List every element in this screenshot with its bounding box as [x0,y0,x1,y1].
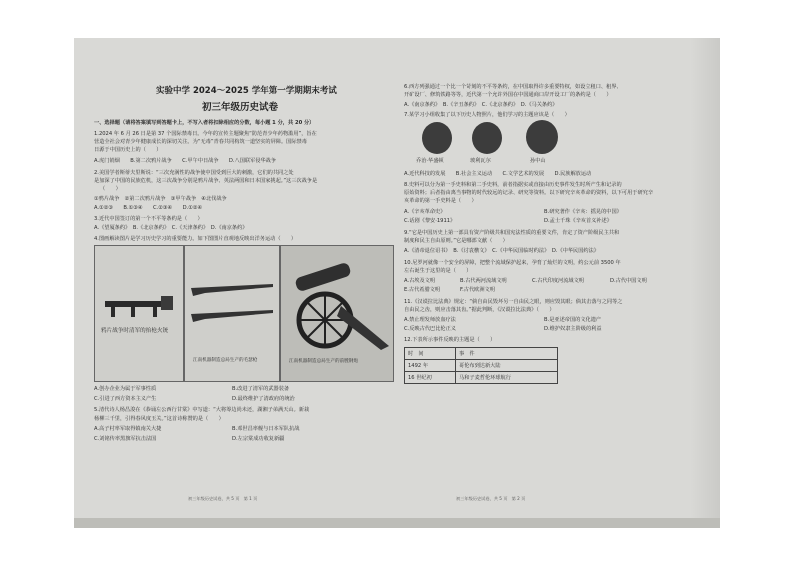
portrait-caption: 孙中山 [530,158,546,164]
question-text: 开矿设厂、修筑铁路等等，近代第一个允许外国在中国通商口岸开设工厂的条约是（ ） [404,92,612,98]
table-cell: 16 世纪初 [405,372,456,384]
answer-items: ①鸦片战争 ②第二次鸦片战争 ③甲午战争 ④北伐战争 [94,196,227,202]
events-table [404,347,558,384]
exam-paper [74,38,720,523]
answer-option: B.研究著作《辛亥：摇晃的中国》 [544,209,622,215]
answer-option: C.古代印度河流域文明 [532,278,584,284]
question-text: 11.《汉谟拉比法典》规定：“倘自由民毁坏另一自由民之眼，则应毁其眼；倘其击落与之同等之 [404,299,623,305]
answer-option: F.古代欧洲文明 [460,287,495,293]
portrait-bolivar [472,122,502,154]
question-text: 2.美国学者斯蒂夫里斯说：“三次充满性的战争使中国受到巨大的刺激，它们的共同之处 [94,170,294,176]
question-text: 制度和民主自由原则。”它是哪部文献（ ） [404,238,508,244]
answer-option: A.禁止理发师放血疗法 [404,317,456,323]
question-text: 1.2024 年 6 月 26 日是第 37 个国际禁毒日。今年的宣传主题聚焦“防范青少年药物滥用”，旨在 [94,131,317,137]
answer-option: D.最终维护了清政府的统治 [232,396,295,402]
answer-option: D.维护奴隶主阶级的利益 [544,326,602,332]
answer-option: C.话剧《黎安·1911》 [404,218,456,224]
answer-options: A.①②③ B.①③④ C.②③④ D.①②④ [94,205,203,211]
question-text: 7.某学习小组收集了以下历史人物照片，他们学习的主题应该是（ ） [404,112,570,118]
table-cell: 马和子麦哲伦环球航行 [456,372,558,384]
section-heading: 一、选择题（请将答案填写到答题卡上，不写入者将扣除相应的分数，每小题 1 分，共 20 分） [94,120,315,126]
answer-option: A.创办企业为属于军事性质 [94,386,157,392]
question-text: 8.史料可以分为第一手史料和第二手史料，前者指据实或直接由历史事件发生时所产生和记录的 [404,182,622,188]
image-panel-gun [94,245,184,382]
portrait-washington [422,122,452,154]
question-text: 亥革命的第一手史料是（ ） [404,198,477,204]
table-cell: 哥伦布到达新大陆 [456,360,558,372]
question-text: 9.“它是中国历史上第一部具有资产阶级共和国宪法性质的重要文件，肯定了资产阶级民主共和 [404,230,620,236]
table-row [405,360,558,372]
answer-option: D.古代中国文明 [610,278,647,284]
question-text: 营造全社会对青少年健康成长的深切关注。为“无毒”青春共同构筑一道坚实的屏障。国际禁毒 [94,139,307,145]
paper-bottom-edge [74,518,720,528]
question-text: 左右诞生于这里的是（ ） [404,268,472,274]
table-cell: 1492 年 [405,360,456,372]
answer-option: A.高子村率军取得镇南关大捷 [94,426,162,432]
answer-option: C.反映古代巴比伦正义 [404,326,456,332]
paper-shadow [690,38,720,523]
answer-option: B.改进了清军的武器装备 [232,386,290,392]
question-text: 6.西方列强通过一个比一个苛刻的不平等条约，在中国取得许多重要特权，如设立租口、租界、 [404,84,622,90]
answer-option: D.左宗棠成功收复新疆 [232,436,285,442]
answer-option: A.《辛亥革命史》 [404,209,446,215]
answer-options: A.《望厦条约》 B.《北京条约》 C.《天津条约》 D.《南京条约》 [94,225,248,231]
question-text: 10.尼罗河就像一个安全的屏障，把整个流域保护起来，孕育了灿烂的文明，约公元前 3500 年 [404,260,621,266]
portrait-sun-yat-sen [526,120,558,154]
answer-option: A.古埃及文明 [404,278,436,284]
question-text: 4.图画解读图片是学习历史学习的重要能力。如下图图片直观地反映出洋务运动（ ） [94,236,297,242]
table-header-cell: 事 件 [456,348,558,360]
answer-option: C.引进了西方资本主义产生 [94,396,157,402]
question-text: 杨柳三千里，引得春风度玉关。”这首诗称赞的是（ ） [94,416,224,422]
answer-option: E.古代希腊文明 [404,287,441,293]
question-text: 自由民之齿，则应击落其齿。”据此判断，《汉谟拉比法典》（ ） [404,307,555,313]
image-panel-cannon [280,245,394,382]
answer-option: C.刘铭传率黑旗军抗击法国 [94,436,157,442]
table-row [405,372,558,384]
question-text: （ ） [100,186,121,192]
question-text: 12.下表所示事件反映的主题是（ ） [404,337,496,343]
image-caption: 江南机器制造总局生产的毛瑟枪 [193,358,258,363]
answer-options: A.《南京条约》 B.《辛丑条约》 C.《北京条约》 D.《马关条约》 [404,102,558,108]
answer-option: B.邓世昌率舰与日本军队抗战 [232,426,300,432]
question-text: 日源于中国历史上的（ ） [94,147,162,153]
image-caption: 江南机器制造总局生产的前膛钢炮 [289,359,358,364]
answer-options: A.《清帝退位诏书》 B.《讨袁檄文》 C.《中华民国临时约法》 D.《中华民国约法》 [404,248,599,254]
portrait-caption: 玻利瓦尔 [470,158,491,164]
image-caption: 鸦片战争时清军的抬枪火铳 [101,328,169,334]
answer-options: A.虎门销烟 B.第二次鸦片战争 C.甲午中日战争 D.八国联军侵华战争 [94,158,277,164]
exam-title: 实验中学 2024～2025 学年第一学期期末考试 [156,86,337,96]
answer-options: A.近代科技的发展 B.社会主义运动 C.文学艺术的发展 D.民族解放运动 [404,171,592,177]
right-column [404,38,716,523]
page-footer: 初三年级历史试卷，共 5 页 第 1 页 [188,496,258,501]
matchlock-gun-image [95,246,183,381]
answer-option: B.古代两河流域文明 [460,278,507,284]
portrait-caption: 乔治·华盛顿 [416,158,444,164]
table-header-cell: 时 间 [405,348,456,360]
answer-option: D.孟士千珠《辛亥首义补述》 [544,218,612,224]
question-text: 是加深了中国的民族危机，这三次战争分别是鸦片战争、英法两国和日本国家挑起。”这三次战争是 [94,178,318,184]
left-column [94,38,394,523]
question-text: 5.清代诗人杨昌浚在《恭诵左公西行甘棠》中写道：“大将筹边尚未还，湖湘子弟满天山。新栽 [94,407,310,413]
question-text: 原始资料；后者指由离当事物的时代较远的记录、研究等资料。以下研究辛亥革命的资料，以下可用于研究辛 [404,190,654,196]
answer-option: B.是亚述帝国的文化遗产 [544,317,602,323]
page-footer: 初三年级历史试卷，共 5 页 第 2 页 [456,496,526,501]
image-panel-rifle [184,245,280,382]
table-header-row [405,348,558,360]
exam-subtitle: 初三年级历史试卷 [202,102,279,113]
question-text: 3.近代中国签订的第一个不平等条约是（ ） [94,216,203,222]
